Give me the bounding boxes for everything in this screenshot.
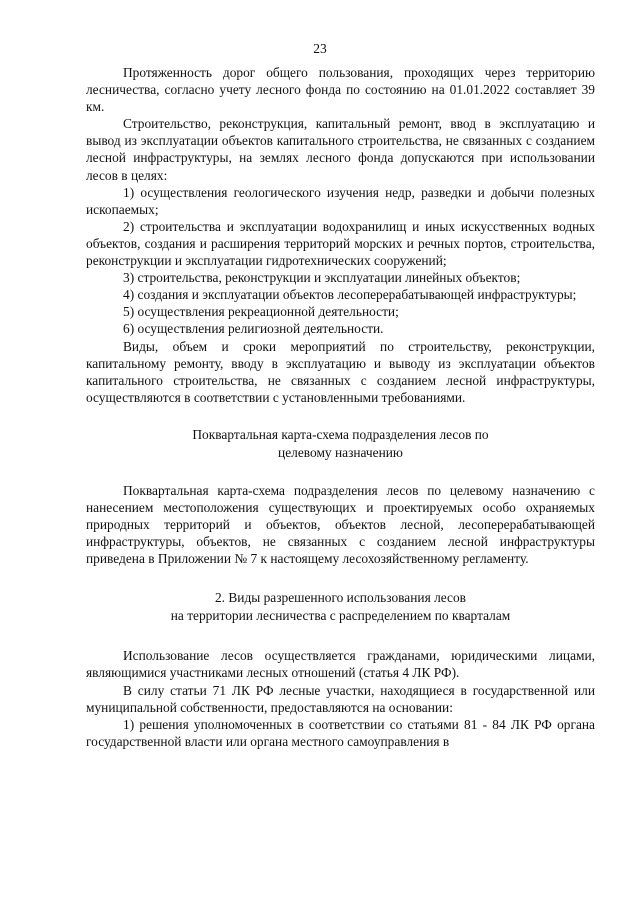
paragraph-forest-use: Использование лесов осуществляется гражданами, юридическими лицами, являющимися участниками лесных отношений (статья 4 ЛК РФ). <box>86 648 595 681</box>
heading-line: на территории лесничества с распределением по кварталам <box>170 608 511 624</box>
section-heading-permitted-use <box>86 589 595 625</box>
paragraph-construction-intro: Строительство, реконструкция, капитальный ремонт, ввод в эксплуатацию и вывод из эксплуатации объектов капитального строительства, не связанных с созданием лесной инфраструктуры, на землях лесного фонда допускаются при использовании лесов в целях: <box>86 116 595 183</box>
heading-line: Поквартальная карта-схема подразделения лесов по <box>192 426 489 442</box>
heading-line: целевому назначению <box>278 444 403 460</box>
paragraph-article-71: В силу статьи 71 ЛК РФ лесные участки, находящиеся в государственной или муниципальной собственности, предоставляются на основании: <box>86 682 595 715</box>
list-item-water-objects: 2) строительства и эксплуатации водохранилищ и иных искусственных водных объектов, создания и расширения территорий морских и речных портов, строительства, реконструкции и эксплуатации гидротехнических сооружений; <box>86 218 595 269</box>
section-heading-map-scheme <box>86 426 595 462</box>
list-item-geology: 1) осуществления геологического изучения недр, разведки и добычи полезных ископаемых; <box>86 184 595 217</box>
document-body <box>86 64 595 750</box>
paragraph-construction-scope: Виды, объем и сроки мероприятий по строительству, реконструкции, капитальному ремонту, вводу в эксплуатацию и выводу из эксплуатации объектов капитального строительства, не связанных с созданием лесной инфраструктуры, осуществляются в соответствии с установленными требованиями. <box>86 338 595 405</box>
list-item-religious: 6) осуществления религиозной деятельности. <box>123 321 384 337</box>
list-item-linear-objects: 3) строительства, реконструкции и эксплуатации линейных объектов; <box>123 270 521 286</box>
list-item-recreation: 5) осуществления рекреационной деятельности; <box>123 304 399 320</box>
paragraph-roads-length: Протяженность дорог общего пользования, проходящих через территорию лесничества, согласно учету лесного фонда по состоянию на 01.01.2022 составляет 39 км. <box>86 65 595 115</box>
list-item-decision: 1) решения уполномоченных в соответствии со статьями 81 - 84 ЛК РФ органа государственной власти или органа местного самоуправления в <box>86 716 595 749</box>
heading-line: 2. Виды разрешенного использования лесов <box>214 590 467 606</box>
list-item-wood-processing: 4) создания и эксплуатации объектов лесоперерабатывающей инфраструктуры; <box>123 287 577 303</box>
paragraph-map-scheme: Поквартальная карта-схема подразделения лесов по целевому назначению с нанесением местоположения существующих и проектируемых особо охраняемых природных территорий и объектов, объектов лесной, лесоперерабатывающей инфраструктуры, объектов, не связанных с созданием лесной инфраструктуры приведена в Приложении № 7 к настоящему лесохозяйственному регламенту. <box>86 482 595 567</box>
page-number: 23 <box>313 41 327 56</box>
